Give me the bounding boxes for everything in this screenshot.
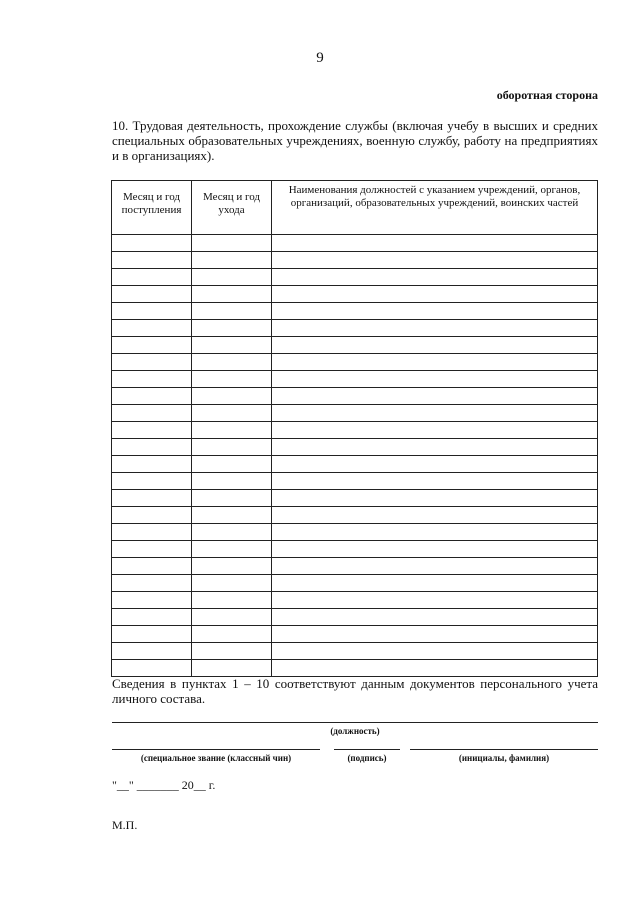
cell-position-org: [272, 626, 598, 643]
name-caption: (инициалы, фамилия): [458, 753, 550, 763]
cell-end-date: [192, 609, 272, 626]
cell-start-date: [112, 337, 192, 354]
signature-caption: (подпись): [347, 753, 387, 763]
cell-end-date: [192, 303, 272, 320]
cell-start-date: [112, 456, 192, 473]
table-row: [112, 286, 598, 303]
header-start-date: Месяц и год поступления: [112, 181, 192, 235]
cell-start-date: [112, 490, 192, 507]
table-row: [112, 558, 598, 575]
table-header-row: [112, 181, 598, 235]
cell-end-date: [192, 575, 272, 592]
table-row: [112, 320, 598, 337]
cell-start-date: [112, 252, 192, 269]
table-row: [112, 354, 598, 371]
cell-position-org: [272, 575, 598, 592]
position-line: [112, 722, 598, 723]
section-10-title: 10. Трудовая деятельность, прохождение службы (включая учебу в высших и средних специальных образовательных учреждениях, военную службу, работу на предприятиях и в организациях).: [112, 118, 598, 163]
cell-start-date: [112, 660, 192, 677]
cell-position-org: [272, 507, 598, 524]
cell-end-date: [192, 252, 272, 269]
side-label: оборотная сторона: [496, 88, 598, 102]
table-row: [112, 303, 598, 320]
page-number: 9: [316, 50, 324, 66]
cell-position-org: [272, 286, 598, 303]
cell-end-date: [192, 405, 272, 422]
cell-end-date: [192, 388, 272, 405]
cell-end-date: [192, 558, 272, 575]
table-row: [112, 643, 598, 660]
cell-end-date: [192, 286, 272, 303]
cell-position-org: [272, 609, 598, 626]
table-row: [112, 541, 598, 558]
cell-end-date: [192, 235, 272, 252]
cell-start-date: [112, 439, 192, 456]
cell-position-org: [272, 320, 598, 337]
cell-start-date: [112, 575, 192, 592]
stamp-label: М.П.: [112, 818, 138, 832]
table-row: [112, 235, 598, 252]
cell-start-date: [112, 354, 192, 371]
cell-end-date: [192, 354, 272, 371]
cell-position-org: [272, 524, 598, 541]
table-row: [112, 575, 598, 592]
cell-position-org: [272, 439, 598, 456]
cell-position-org: [272, 354, 598, 371]
cell-start-date: [112, 524, 192, 541]
cell-start-date: [112, 541, 192, 558]
cell-start-date: [112, 320, 192, 337]
cell-position-org: [272, 388, 598, 405]
cell-start-date: [112, 371, 192, 388]
cell-position-org: [272, 558, 598, 575]
cell-end-date: [192, 592, 272, 609]
table-row: [112, 422, 598, 439]
table-row: [112, 439, 598, 456]
cell-end-date: [192, 524, 272, 541]
header-position-org: Наименования должностей с указанием учреждений, органов, организаций, образовательных учреждений, воинских частей: [272, 181, 598, 235]
cell-end-date: [192, 660, 272, 677]
table-row: [112, 388, 598, 405]
cell-end-date: [192, 422, 272, 439]
cell-position-org: [272, 660, 598, 677]
compliance-notice: Сведения в пунктах 1 – 10 соответствуют данным документов персонального учета личного состава.: [112, 676, 598, 706]
signature-line: [334, 749, 400, 750]
cell-start-date: [112, 235, 192, 252]
cell-end-date: [192, 371, 272, 388]
cell-position-org: [272, 592, 598, 609]
cell-start-date: [112, 388, 192, 405]
cell-end-date: [192, 439, 272, 456]
cell-start-date: [112, 507, 192, 524]
cell-position-org: [272, 490, 598, 507]
position-caption: (должность): [330, 726, 380, 736]
rank-caption: (специальное звание (классный чин): [140, 753, 292, 763]
cell-position-org: [272, 541, 598, 558]
rank-line: [112, 749, 320, 750]
cell-start-date: [112, 473, 192, 490]
table-row: [112, 626, 598, 643]
table-row: [112, 269, 598, 286]
cell-start-date: [112, 592, 192, 609]
table-row: [112, 252, 598, 269]
cell-position-org: [272, 405, 598, 422]
cell-end-date: [192, 320, 272, 337]
cell-start-date: [112, 422, 192, 439]
table-row: [112, 405, 598, 422]
table-row: [112, 660, 598, 677]
cell-end-date: [192, 456, 272, 473]
cell-position-org: [272, 371, 598, 388]
cell-position-org: [272, 473, 598, 490]
cell-end-date: [192, 626, 272, 643]
cell-start-date: [112, 286, 192, 303]
cell-position-org: [272, 269, 598, 286]
header-end-date: Месяц и год ухода: [192, 181, 272, 235]
table-body: [112, 235, 598, 677]
cell-start-date: [112, 626, 192, 643]
table-row: [112, 473, 598, 490]
cell-end-date: [192, 473, 272, 490]
table-row: [112, 490, 598, 507]
cell-position-org: [272, 643, 598, 660]
cell-end-date: [192, 490, 272, 507]
date-line: "__" _______ 20__ г.: [112, 778, 216, 792]
cell-start-date: [112, 303, 192, 320]
table-row: [112, 337, 598, 354]
table-row: [112, 456, 598, 473]
table-row: [112, 524, 598, 541]
cell-position-org: [272, 303, 598, 320]
cell-position-org: [272, 337, 598, 354]
cell-end-date: [192, 269, 272, 286]
cell-end-date: [192, 643, 272, 660]
cell-end-date: [192, 337, 272, 354]
cell-start-date: [112, 609, 192, 626]
cell-start-date: [112, 558, 192, 575]
cell-position-org: [272, 422, 598, 439]
table-row: [112, 609, 598, 626]
cell-position-org: [272, 456, 598, 473]
table-row: [112, 371, 598, 388]
cell-position-org: [272, 252, 598, 269]
cell-start-date: [112, 269, 192, 286]
cell-end-date: [192, 507, 272, 524]
table-row: [112, 507, 598, 524]
cell-start-date: [112, 405, 192, 422]
employment-table: [111, 180, 598, 677]
name-line: [410, 749, 598, 750]
cell-start-date: [112, 643, 192, 660]
cell-end-date: [192, 541, 272, 558]
cell-position-org: [272, 235, 598, 252]
table-row: [112, 592, 598, 609]
